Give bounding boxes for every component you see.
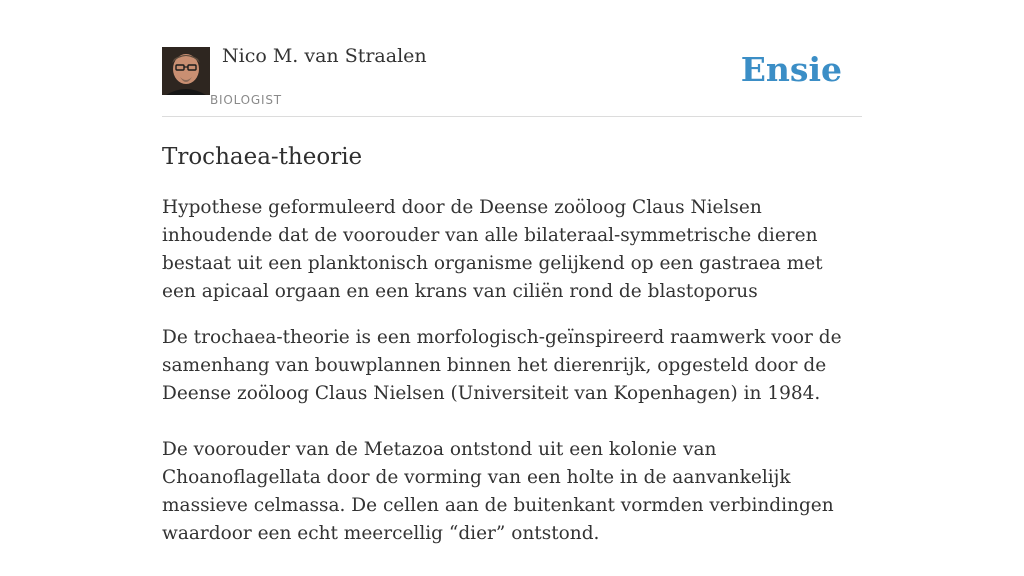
- avatar-photo: [162, 47, 210, 95]
- author-header: [162, 0, 862, 117]
- article-definition: Hypothese geformuleerd door de Deense zoöloog Claus Nielsen inhoudende dat de voorouder van alle bilateraal-symmetrische dieren bestaat uit een planktonisch organisme gelijkend op een gastraea met een apicaal orgaan en een krans van ciliën rond de blastoporus: [162, 197, 823, 302]
- author-name[interactable]: Nico M. van Straalen: [222, 45, 427, 67]
- ensie-logo[interactable]: Ensie: [740, 50, 842, 89]
- article-page: [162, 0, 862, 576]
- author-role: BIOLOGIST: [210, 93, 282, 107]
- body-paragraph: De voorouder van de Metazoa ontstond uit een kolonie van Choanoflagellata door de vorming van een holte in de aanvankelijk massieve celmassa. De cellen aan de buitenkant vormden verbindingen waardoor een echt meercellig “dier” ontstond.: [162, 439, 834, 544]
- author-avatar[interactable]: [162, 47, 210, 95]
- article-body: [162, 324, 862, 548]
- body-paragraph: De trochaea-theorie is een morfologisch-geïnspireerd raamwerk voor de samenhang van bouwplannen binnen het dierenrijk, opgesteld door de Deense zoöloog Claus Nielsen (Universiteit van Kopenhagen) in 1984.: [162, 327, 842, 404]
- article-title: Trochaea-theorie: [162, 144, 363, 170]
